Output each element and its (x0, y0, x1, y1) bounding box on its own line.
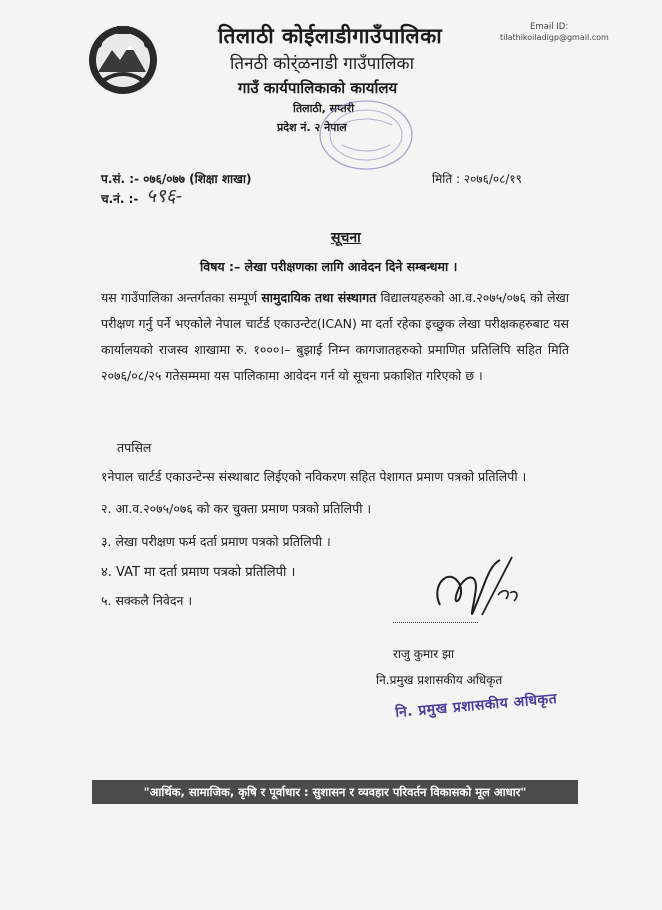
notice-subject: विषय :– लेखा परीक्षणका लागि आवेदन दिने सम्बन्धमा । (200, 259, 458, 274)
letter-date: मिति : २०७६/०८/१९ (432, 172, 522, 186)
notice-body-part2: विद्यालयहरुको आ.व.२०७५/०७६ को लेखा परीक्षण गर्नु पर्ने भएकोले नेपाल चार्टर्ड एकाउन्टेट(ICAN) मा दर्ता रहेका इच्छुक लेखा परीक्षकहरुबाट यस कार्यालयको राजस्व शाखामा रु. १०००।– बुझाई निम्न कागजातहरुको प्रमाणित प्रतिलिपि सहित मिति २०७६/०८/२५ गतेसम्ममा यस पालिकामा आवेदन गर्न यो सूचना प्रकाशित गरिएको छ । (101, 290, 569, 383)
notice-body (101, 285, 569, 389)
signer-name: राजु कुमार झा (393, 647, 455, 661)
details-heading: तपसिल (117, 440, 152, 455)
list-item: ३. लेखा परीक्षण फर्म दर्ता प्रमाण पत्रको प्रतिलिपी । (101, 534, 331, 549)
municipality-title: तिलाठी कोईलाडीगाउँपालिका (218, 24, 443, 48)
notice-body-part1: यस गाउँपालिका अन्तर्गतका सम्पूर्ण (101, 290, 262, 305)
office-location: तिलाठी, सप्तरी (293, 102, 355, 115)
list-item: १नेपाल चार्टर्ड एकाउन्टेन्स संस्थाबाट लिईएको नविकरण सहित पेशागत प्रमाण पत्रको प्रतिलिपी । (101, 469, 527, 484)
list-item: ४. VAT मा दर्ता प्रमाण पत्रको प्रतिलिपी । (101, 565, 296, 580)
office-title: गाउँ कार्यपालिकाको कार्यालय (238, 79, 398, 97)
officer-stamp: नि. प्रमुख प्रशासकीय अधिकृत (394, 690, 558, 722)
notice-body-bold: सामुदायिक तथा संस्थागत (261, 290, 377, 305)
signature-icon (420, 555, 530, 640)
list-item: ५. सक्कलै निवेदन । (101, 593, 193, 608)
dispatch-number-handwritten: ५९६- (146, 185, 183, 207)
municipality-title-alt: तिनठी कोर्ंळनाडी गाउँपालिका (230, 54, 415, 74)
office-stamp-icon (300, 95, 418, 185)
dispatch-number-label: च.नं. :- (101, 192, 139, 206)
signer-title: नि.प्रमुख प्रशासकीय अधिकृत (376, 673, 503, 687)
office-province: प्रदेश नं. २ नेपाल (277, 121, 347, 134)
notice-title: सूचना (331, 230, 361, 246)
reference-number: प.सं. :- ०७६/०७७ (शिक्षा शाखा) (101, 172, 252, 186)
list-item: २. आ.व.२०७५/०७६ को कर चुक्ता प्रमाण पत्रको प्रतिलिपी । (101, 501, 372, 516)
email-address: tilathikoiladigp@gmail.com (500, 33, 609, 42)
nepal-emblem-icon (84, 20, 162, 98)
signature-line (393, 622, 478, 623)
email-label: Email ID: (530, 22, 569, 32)
footer-motto: "आर्थिक, सामाजिक, कृषि र पूर्वाधार : सुशासन र व्यवहार परिवर्तन विकासको मूल आधार" (143, 785, 527, 799)
